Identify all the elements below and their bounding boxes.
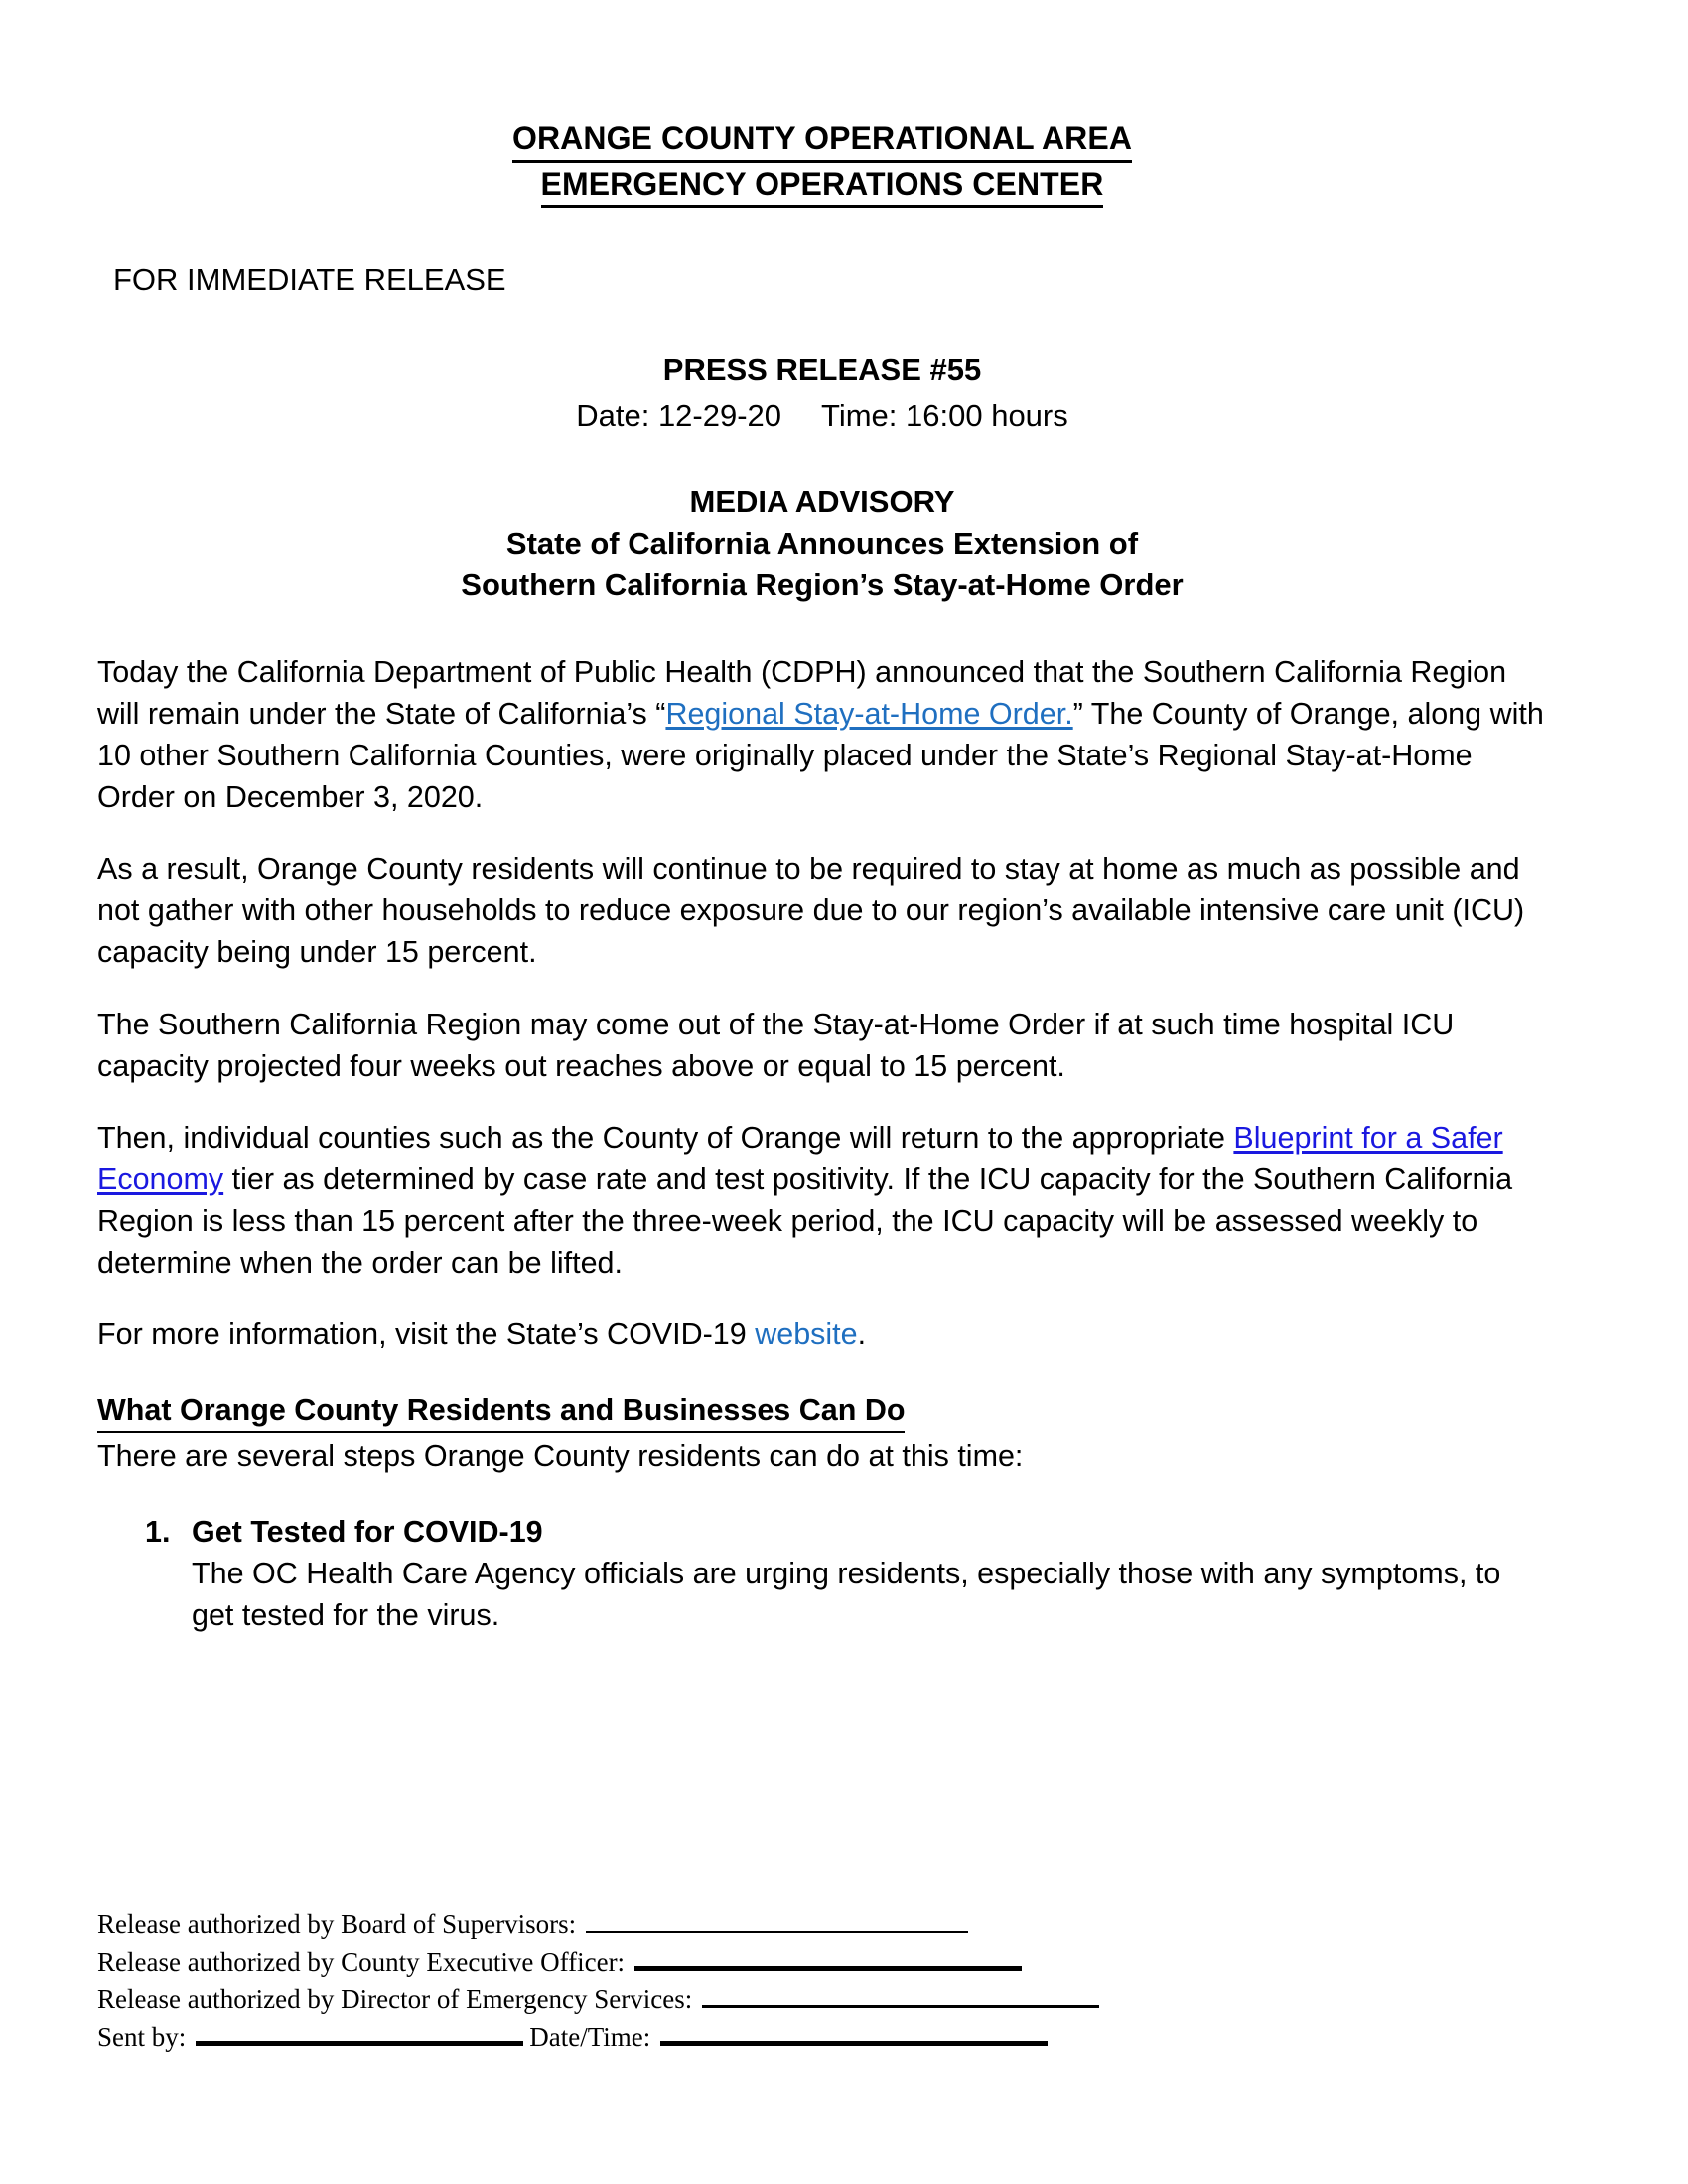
paragraph-1-part-1: Today the California Department of Public Health (CDPH) announced that the Southern California Region will remain under the State of California’s “ — [97, 654, 1507, 732]
signature-line-county-executive-officer[interactable] — [634, 1966, 1022, 1971]
paragraph-4 — [97, 1117, 1547, 1284]
body-text — [97, 651, 1547, 1355]
press-release-date: Date: 12-29-20 — [576, 398, 782, 434]
state-covid19-website-link[interactable]: website — [755, 1316, 858, 1351]
paragraph-1 — [97, 651, 1547, 818]
masthead — [97, 117, 1547, 208]
paragraph-2: As a result, Orange County residents will continue to be required to stay at home as much as possible and not gather with other households to reduce exposure due to our region’s available intensive care unit (ICU) capacity being under 15 percent. — [97, 852, 1525, 970]
paragraph-4-part-2: tier as determined by case rate and test positivity. If the ICU capacity for the Southern California Region is less than 15 percent after the three-week period, the ICU capacity will be assessed weekly to determine when the order can be lifted. — [97, 1161, 1513, 1280]
press-release-time: Time: 16:00 hours — [821, 398, 1068, 434]
media-advisory-subtitle-line-2: Southern California Region’s Stay-at-Home Order — [461, 567, 1184, 603]
paragraph-3: The Southern California Region may come out of the Stay-at-Home Order if at such time hospital ICU capacity projected four weeks out reaches above or equal to 15 percent. — [97, 1007, 1455, 1083]
list-item — [97, 1511, 1547, 1636]
section-subheading: There are several steps Orange County residents can do at this time: — [97, 1439, 1024, 1474]
footer-label-date-time: Date/Time: — [529, 2022, 651, 2052]
blueprint-for-a-safer-economy-link[interactable]: Blueprint for a Safer Economy — [97, 1120, 1503, 1196]
for-immediate-release: FOR IMMEDIATE RELEASE — [113, 262, 506, 298]
footer-row-sent-by — [97, 2024, 1567, 2051]
paragraph-1-part-2: ” The County of Orange, along with 10 other Southern California Counties, were originally placed under the State’s Regional Stay-at-Home Order on December 3, 2020. — [97, 697, 1544, 815]
footer-label-board-of-supervisors: Release authorized by Board of Supervisors: — [97, 1909, 577, 1939]
signature-line-board-of-supervisors[interactable] — [586, 1931, 968, 1933]
masthead-line-2-row — [97, 163, 1547, 208]
paragraph-4-part-1: Then, individual counties such as the County of Orange will return to the appropriate — [97, 1120, 1234, 1155]
masthead-line-1-row — [97, 117, 1547, 163]
step-title: Get Tested for COVID-19 — [192, 1515, 543, 1550]
section-heading-text: What Orange County Residents and Businesses Can Do — [97, 1389, 905, 1433]
footer-label-county-executive-officer: Release authorized by County Executive Officer: — [97, 1947, 626, 1977]
signature-line-sent-by[interactable] — [196, 2041, 523, 2046]
press-release-block — [97, 350, 1547, 437]
footer-label-sent-by: Sent by: — [97, 2022, 187, 2052]
press-release-datetime — [97, 396, 1547, 436]
footer-row-board-of-supervisors — [97, 1911, 1567, 1938]
masthead-line-2: EMERGENCY OPERATIONS CENTER — [541, 163, 1104, 208]
section-heading — [97, 1389, 1547, 1433]
step-number: 1. — [145, 1515, 171, 1550]
footer-row-director-of-emergency-services — [97, 1986, 1567, 2013]
footer-label-director-of-emergency-services: Release authorized by Director of Emergency Services: — [97, 1984, 693, 2014]
step-body: The OC Health Care Agency officials are urging residents, especially those with any symptoms, to get tested for the virus. — [192, 1557, 1501, 1633]
paragraph-5-part-1: For more information, visit the State’s COVID-19 — [97, 1316, 756, 1351]
regional-stay-at-home-order-link[interactable]: Regional Stay-at-Home Order. — [665, 697, 1073, 732]
signature-footer — [97, 1911, 1567, 2062]
document-content — [97, 117, 1547, 1656]
paragraph-5 — [97, 1313, 1547, 1355]
paragraph-5-part-2: . — [857, 1316, 867, 1351]
media-advisory-subtitle-line-1: State of California Announces Extension of — [505, 525, 1139, 561]
media-advisory-heading: MEDIA ADVISORY — [689, 484, 955, 520]
masthead-line-1: ORANGE COUNTY OPERATIONAL AREA — [512, 117, 1132, 163]
press-release-title: PRESS RELEASE #55 — [662, 351, 982, 387]
footer-row-county-executive-officer — [97, 1949, 1567, 1976]
media-advisory-block — [97, 481, 1547, 606]
signature-line-date-time[interactable] — [660, 2041, 1048, 2046]
signature-line-director-of-emergency-services[interactable] — [702, 2005, 1099, 2008]
steps-list — [97, 1511, 1547, 1636]
